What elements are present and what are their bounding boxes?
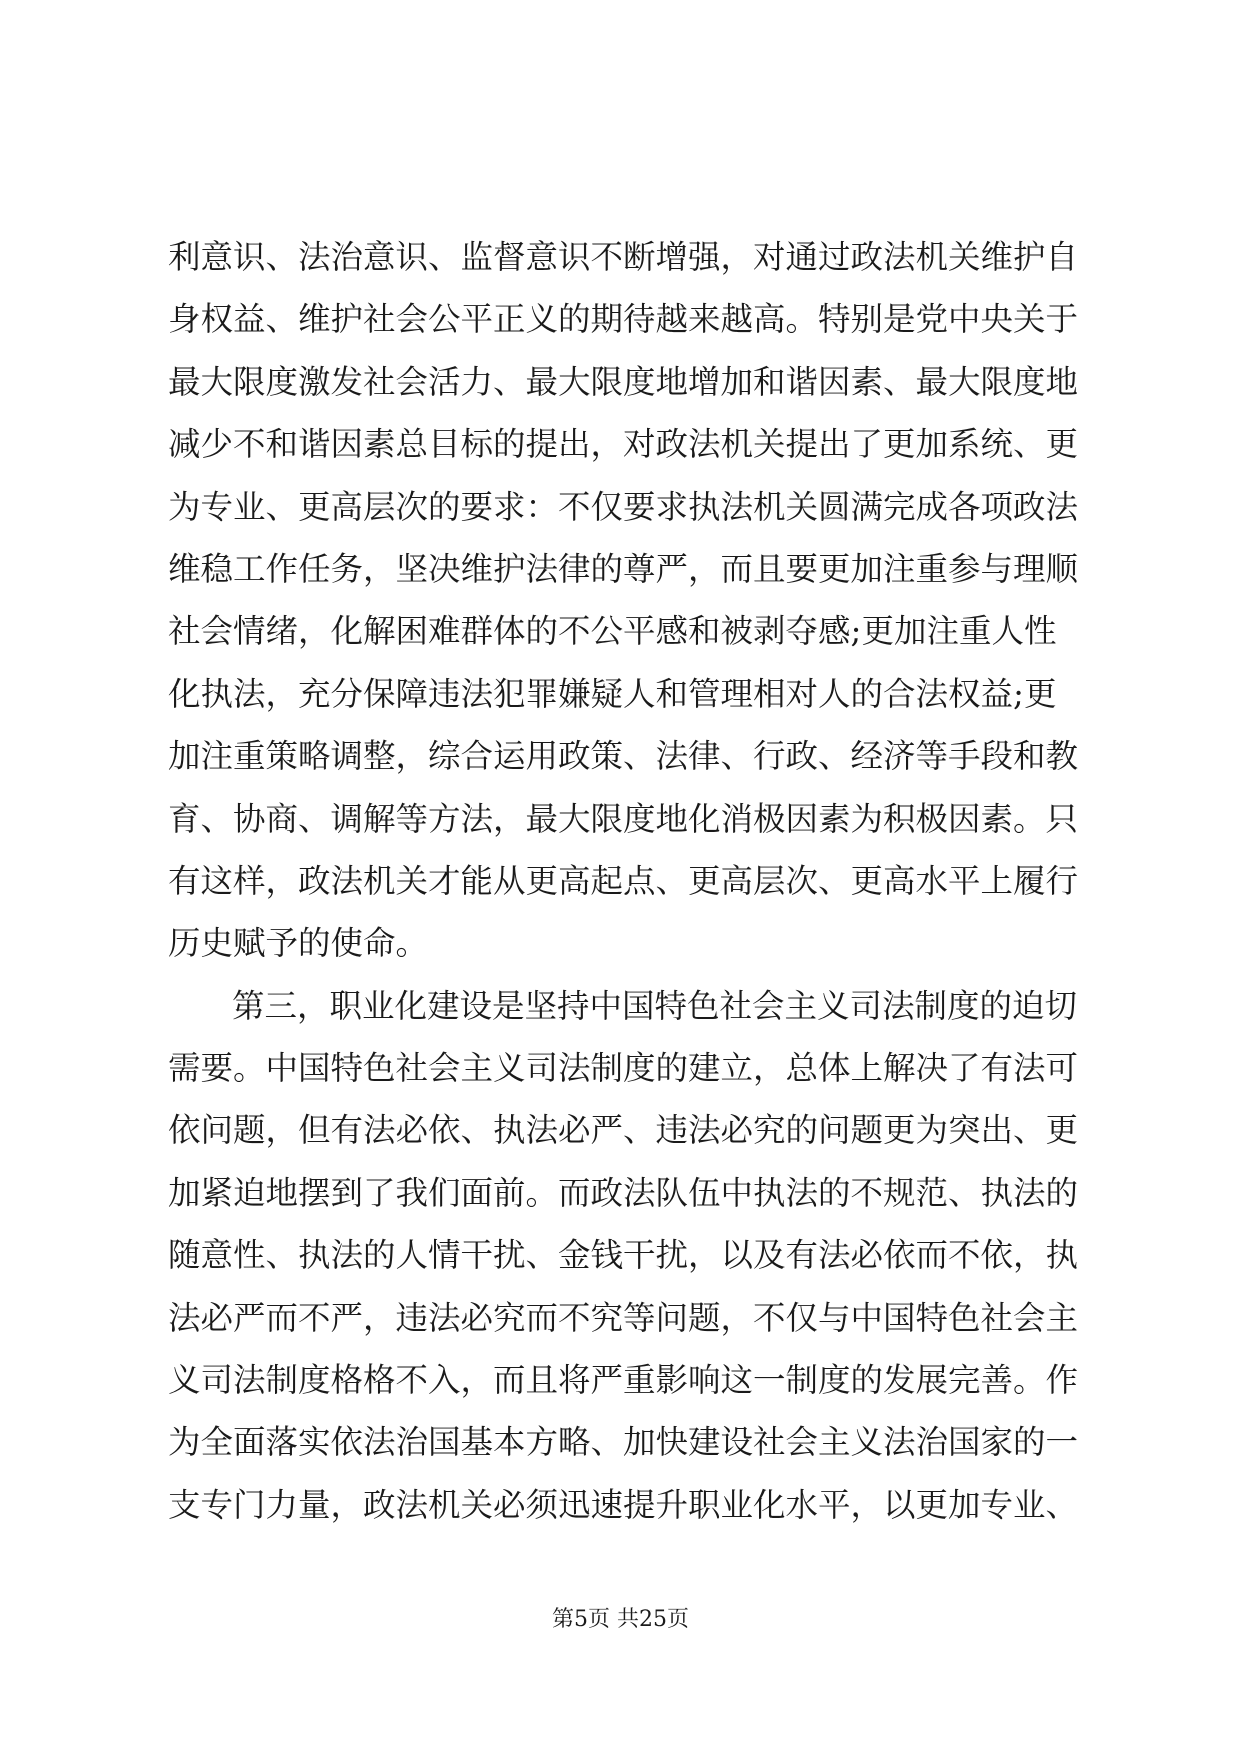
text-line: 义司法制度格格不入，而且将严重影响这一制度的发展完善。作: [168, 1361, 1079, 1400]
text-line: 加紧迫地摆到了我们面前。而政法队伍中执法的不规范、执法的: [168, 1173, 1079, 1212]
text-line: 需要。中国特色社会主义司法制度的建立，总体上解决了有法可: [168, 1049, 1079, 1088]
text-line: 支专门力量，政法机关必须迅速提升职业化水平，以更加专业、: [168, 1485, 1079, 1524]
text-line: 化执法，充分保障违法犯罪嫌疑人和管理相对人的合法权益;更: [168, 674, 1057, 713]
text-line: 为全面落实依法治国基本方略、加快建设社会主义法治国家的一: [168, 1423, 1079, 1462]
text-line: 依问题，但有法必依、执法必严、违法必究的问题更为突出、更: [168, 1111, 1079, 1150]
paragraph-start-line: 第三，职业化建设是坚持中国特色社会主义司法制度的迫切: [232, 986, 1078, 1025]
text-line: 随意性、执法的人情干扰、金钱干扰，以及有法必依而不依，执: [168, 1236, 1079, 1275]
text-line: 法必严而不严，违法必究而不究等问题，不仅与中国特色社会主: [168, 1298, 1079, 1337]
text-line: 减少不和谐因素总目标的提出，对政法机关提出了更加系统、更: [168, 425, 1079, 464]
text-line: 为专业、更高层次的要求：不仅要求执法机关圆满完成各项政法: [168, 487, 1079, 526]
text-line: 社会情绪，化解困难群体的不公平感和被剥夺感;更加注重人性: [168, 612, 1057, 651]
text-line: 育、协商、调解等方法，最大限度地化消极因素为积极因素。只: [168, 799, 1079, 838]
text-line: 维稳工作任务，坚决维护法律的尊严，而且要更加注重参与理顺: [168, 549, 1079, 588]
text-line: 加注重策略调整，综合运用政策、法律、行政、经济等手段和教: [168, 737, 1079, 776]
text-line: 有这样，政法机关才能从更高起点、更高层次、更高水平上履行: [168, 861, 1079, 900]
text-line: 利意识、法治意识、监督意识不断增强，对通过政法机关维护自: [168, 238, 1079, 276]
text-line: 历史赋予的使命。: [168, 924, 429, 963]
text-line: 最大限度激发社会活力、最大限度地增加和谐因素、最大限度地: [168, 362, 1079, 401]
text-line: 身权益、维护社会公平正义的期待越来越高。特别是党中央关于: [168, 300, 1079, 339]
body-text: [168, 226, 1088, 1536]
page-footer: 第5页 共25页: [552, 1607, 689, 1632]
